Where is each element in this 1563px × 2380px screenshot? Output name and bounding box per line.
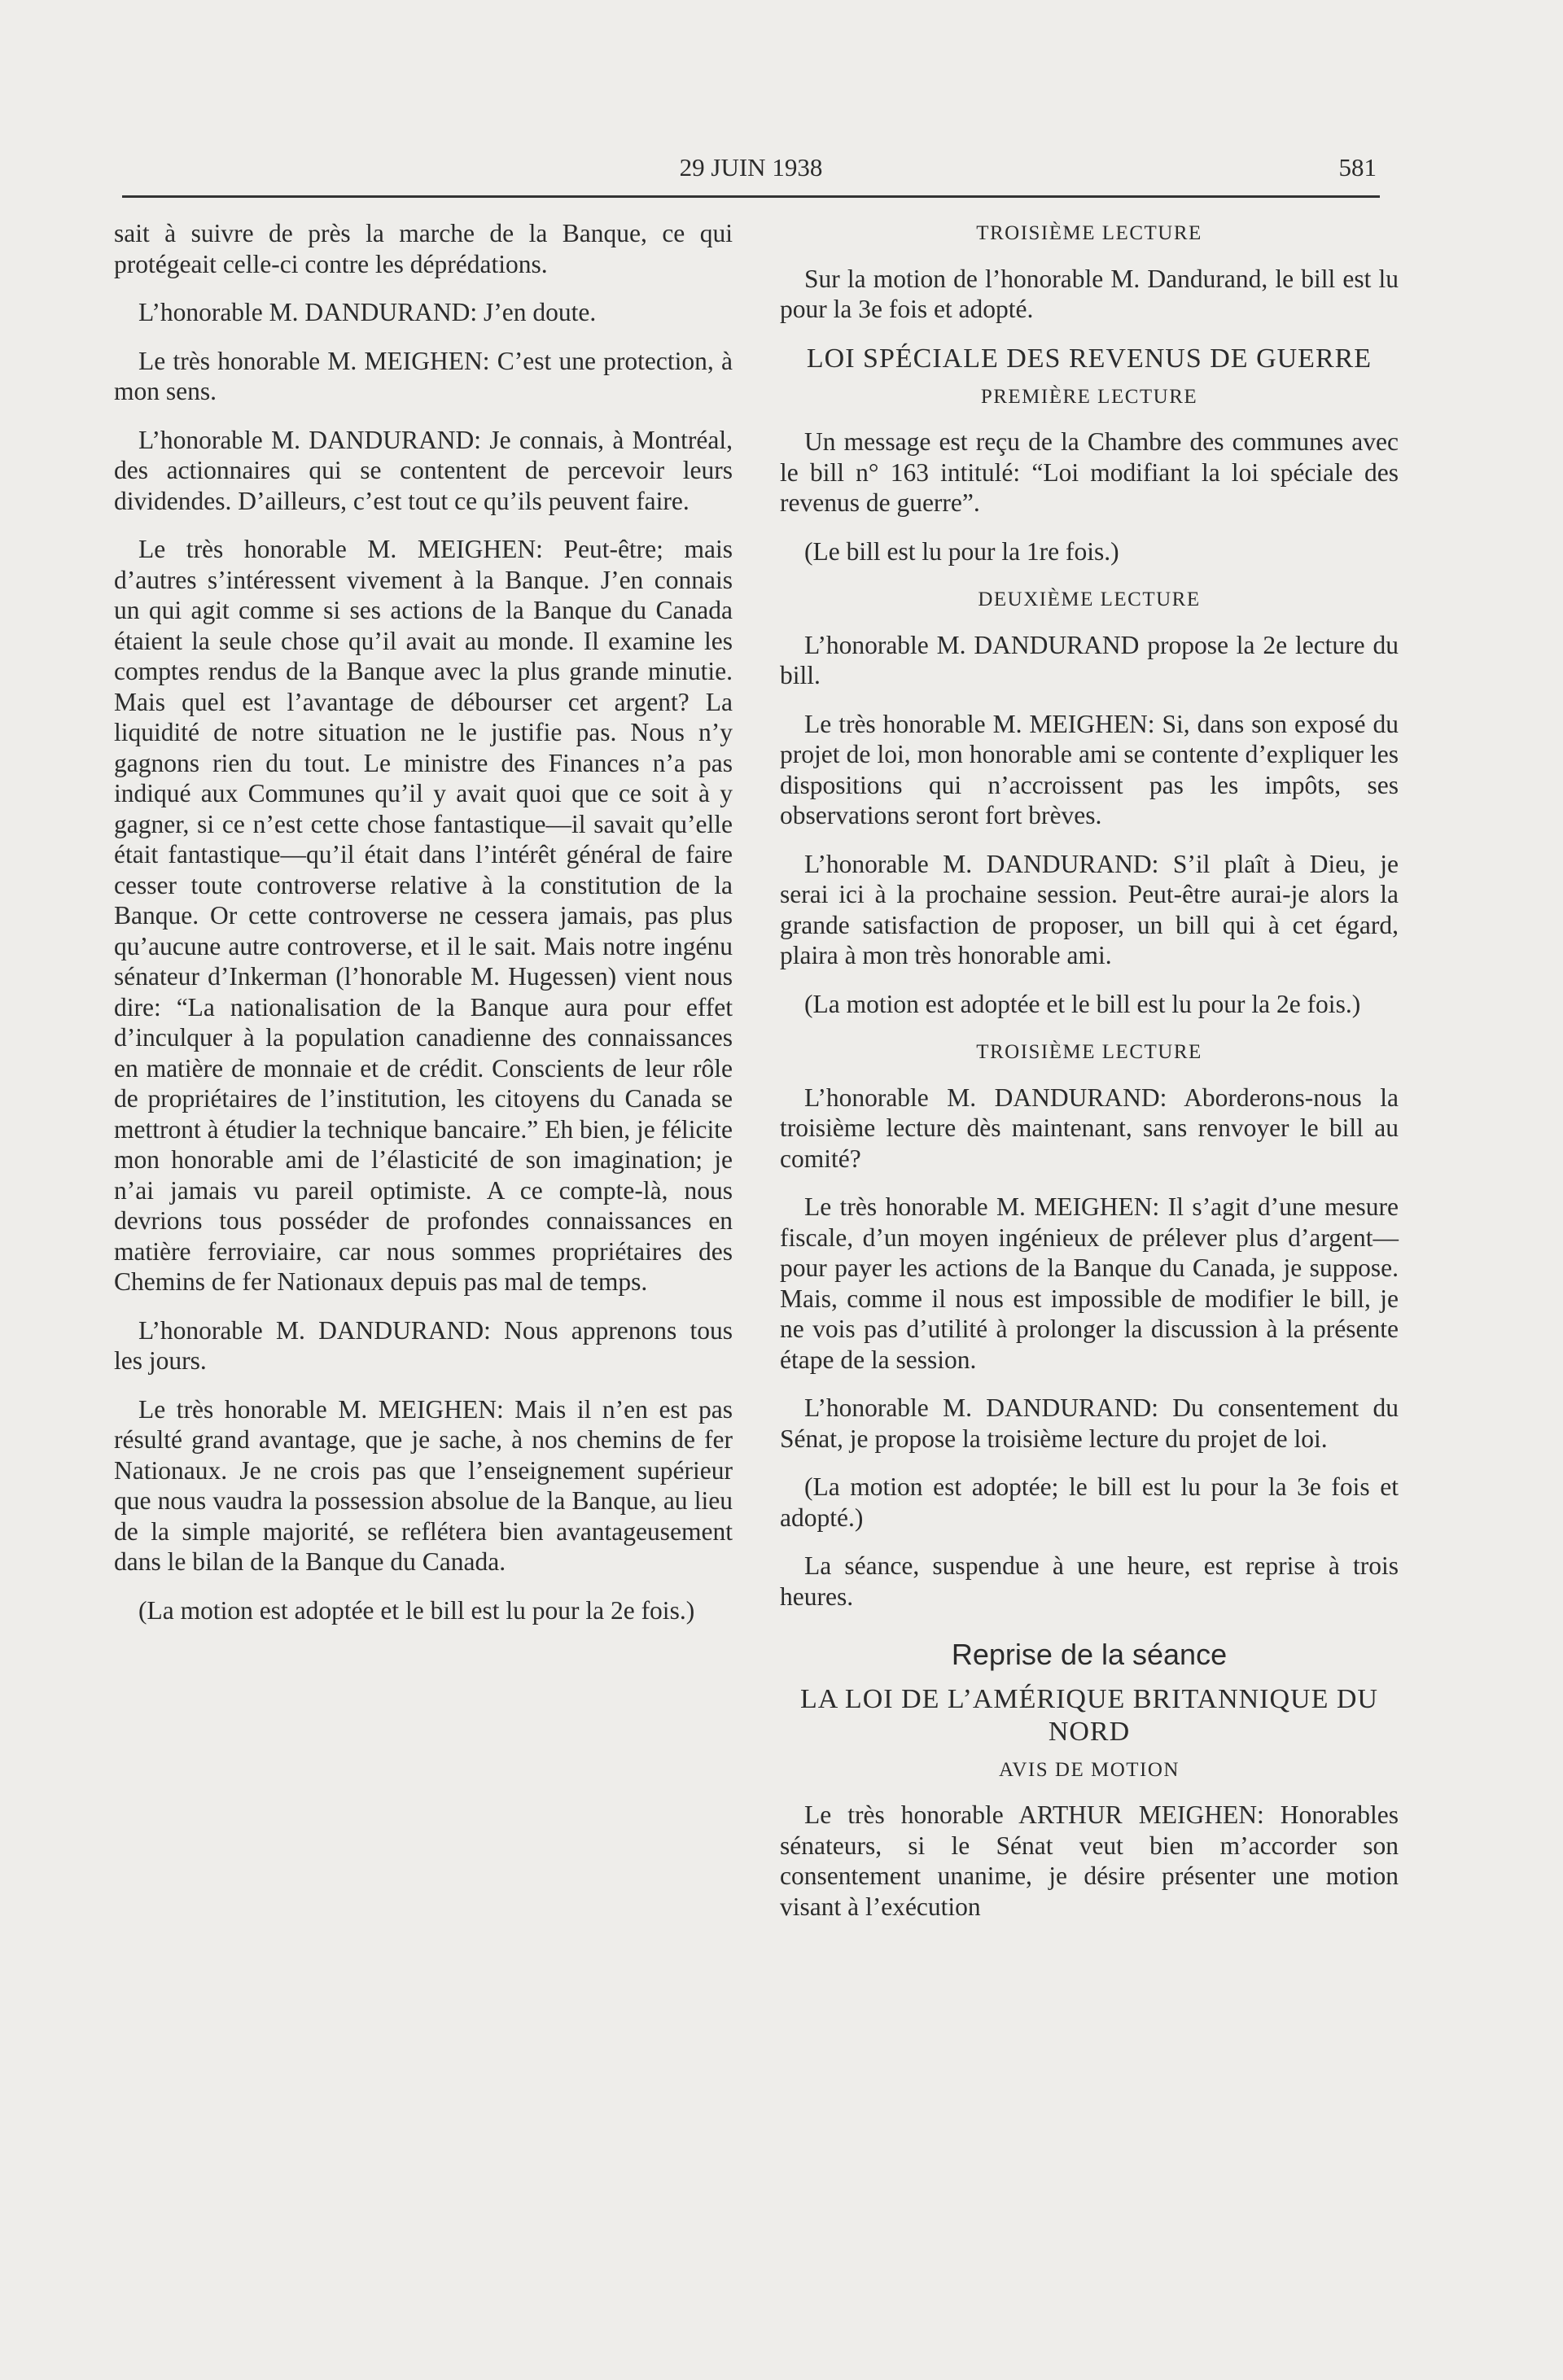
paragraph: L’honorable M. DANDURAND: Je connais, à Montréal, des actionnaires qui se contentent de percevoir leurs dividendes. D’ailleurs, c’est tout ce qu’ils peuvent faire. xyxy=(114,425,733,515)
paragraph: Le très honorable M. MEIGHEN: C’est une protection, à mon sens. xyxy=(114,346,733,405)
header-rule xyxy=(122,195,1380,198)
paragraph: Le très honorable ARTHUR MEIGHEN: Honorables sénateurs, si le Sénat veut bien m’accorder son consentement unanime, je désire présenter une motion visant à l’exécution xyxy=(780,1800,1399,1921)
subheading-avis-de-motion: AVIS DE MOTION xyxy=(999,1758,1180,1781)
paragraph: sait à suivre de près la marche de la Banque, ce qui protégeait celle-ci contre les déprédations. xyxy=(114,219,733,278)
paragraph: (La motion est adoptée et le bill est lu pour la 2e fois.) xyxy=(138,1595,695,1625)
page-number: 581 xyxy=(1338,153,1377,182)
paragraph: L’honorable M. DANDURAND: Aborderons-nous la troisième lecture dès maintenant, sans renvoyer le bill au comité? xyxy=(780,1083,1399,1173)
left-column xyxy=(114,218,733,1643)
paragraph: L’honorable M. DANDURAND: S’il plaît à Dieu, je serai ici à la prochaine session. Peut-être aurai-je alors la grande satisfaction de proposer, un bill qui à cet égard, plaira à mon très honorable ami. xyxy=(780,849,1399,969)
subheading-deuxieme-lecture: DEUXIÈME LECTURE xyxy=(978,588,1201,610)
paragraph: Un message est reçu de la Chambre des communes avec le bill n° 163 intitulé: “Loi modifiant la loi spéciale des revenus de guerre”. xyxy=(780,427,1399,517)
paragraph: Sur la motion de l’honorable M. Dandurand, le bill est lu pour la 3e fois et adopté. xyxy=(780,264,1399,323)
paragraph: L’honorable M. DANDURAND: J’en doute. xyxy=(138,298,597,326)
paragraph: Le très honorable M. MEIGHEN: Peut-être; mais d’autres s’intéressent vivement à la Banque. J’en connais un qui agit comme si ses actions de la Banque du Canada étaient la seule chose qu’il avait au monde. Il examine les comptes rendus de la Banque avec la plus grande minutie. Mais quel est l’avantage de débourser cet argent? La liquidité de notre situation ne le justifie pas. Nous n’y gagnons rien du tout. Le ministre des Finances n’a pas indiqué aux Communes qu’il y avait quoi que ce soit à y gagner, si ce n’est cette chose fantastique—il savait qu’elle était fantastique—qu’il était dans l’intérêt général de faire cesser toute controverse relative à la constitution de la Banque. Or cette controverse ne cessera jamais, pas plus qu’aucune autre controverse, et il le sait. Mais notre ingénu sénateur d’Inkerman (l’honorable M. Hugessen) vient nous dire: “La nationalisation de la Banque aura pour effet d’inculquer à la population canadienne des connaissances en matière de monnaie et de crédit. Conscients de leur rôle de propriétaires de l’institution, les citoyens du Canada se mettront à étudier la technique bancaire.” Eh bien, je félicite mon honorable ami de l’élasticité de son imagination; je n’ai jamais vu pareil optimiste. A ce compte-là, nous devrions tous posséder de profondes connaissances en matière ferroviaire, car nous sommes propriétaires des Chemins de fer Nationaux depuis pas mal de temps. xyxy=(114,535,733,1296)
heading-amerique-britannique: LA LOI DE L’AMÉRIQUE BRITANNIQUE DU NORD xyxy=(799,1683,1378,1747)
paragraph: Le très honorable M. MEIGHEN: Il s’agit d’une mesure fiscale, d’un moyen ingénieux de prélever plus d’argent—pour payer les actions de la Banque du Canada, je suppose. Mais, comme il nous est impossible de modifier le bill, je ne vois pas d’utilité à prolonger la discussion à la présente étape de la session. xyxy=(780,1192,1399,1374)
page-header xyxy=(122,153,1380,189)
paragraph: L’honorable M. DANDURAND: Du consentement du Sénat, je propose la troisième lecture du projet de loi. xyxy=(780,1393,1399,1453)
paragraph: (La motion est adoptée; le bill est lu pour la 3e fois et adopté.) xyxy=(780,1472,1399,1532)
paragraph: La séance, suspendue à une heure, est reprise à trois heures. xyxy=(780,1551,1399,1611)
subheading-troisieme-lecture: TROISIÈME LECTURE xyxy=(976,222,1202,244)
paragraph: Le très honorable M. MEIGHEN: Mais il n’en est pas résulté grand avantage, que je sache, à nos chemins de fer Nationaux. Je ne crois pas que l’enseignement supérieur que nous vaudra la possession absolue de la Banque, au lieu de la simple majorité, se reflétera bien avantageusement dans le bilan de la Banque du Canada. xyxy=(114,1394,733,1576)
paragraph: Le très honorable M. MEIGHEN: Si, dans son exposé du projet de loi, mon honorable ami se contente d’expliquer les dispositions qui n’accroissent pas les impôts, ses observations seront fort brèves. xyxy=(780,709,1399,829)
paragraph: (Le bill est lu pour la 1re fois.) xyxy=(804,536,1119,566)
paragraph: L’honorable M. DANDURAND: Nous apprenons tous les jours. xyxy=(114,1315,733,1375)
subheading-troisieme-lecture: TROISIÈME LECTURE xyxy=(976,1041,1202,1063)
header-date: 29 JUIN 1938 xyxy=(679,153,823,182)
right-column xyxy=(780,218,1399,1940)
paragraph: L’honorable M. DANDURAND propose la 2e lecture du bill. xyxy=(780,630,1399,689)
section-heading-reprise: Reprise de la séance xyxy=(951,1638,1228,1671)
subheading-premiere-lecture: PREMIÈRE LECTURE xyxy=(980,385,1198,408)
paragraph: (La motion est adoptée et le bill est lu pour la 2e fois.) xyxy=(804,989,1361,1018)
heading-loi-speciale: LOI SPÉCIALE DES REVENUS DE GUERRE xyxy=(806,343,1373,374)
